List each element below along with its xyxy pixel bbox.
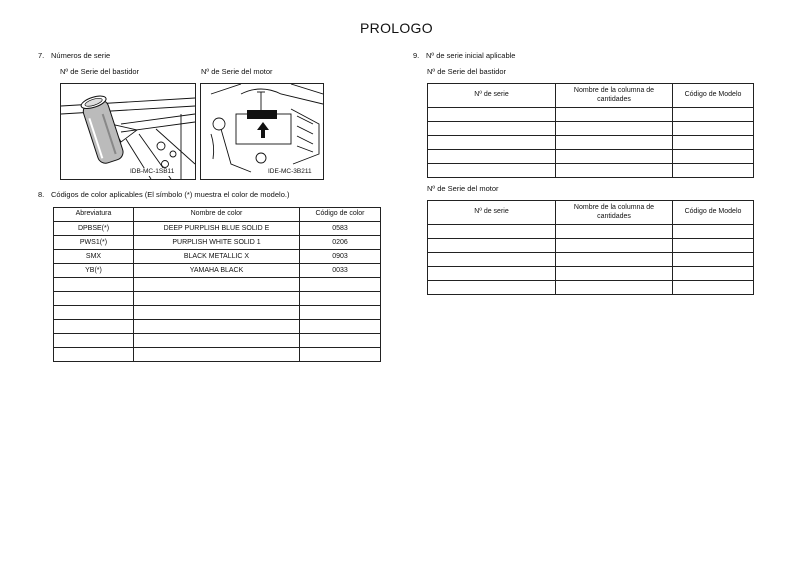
table-cell (556, 225, 673, 239)
table-cell (673, 267, 754, 281)
table-cell (428, 122, 556, 136)
header-quantity-column-name: Nombre de la columna de cantidades (556, 201, 673, 225)
table-row (428, 281, 754, 295)
table-row (428, 108, 754, 122)
section-8-title: Códigos de color aplicables (El símbolo (*) muestra el color de modelo.) (51, 190, 290, 199)
table-row (54, 236, 381, 250)
section-9-title: Nº de serie inicial aplicable (426, 51, 516, 60)
table-cell (556, 108, 673, 122)
frame-serial-table (427, 83, 754, 178)
table-row (54, 292, 381, 306)
table-cell (556, 267, 673, 281)
table-cell (300, 278, 381, 292)
table-cell (428, 267, 556, 281)
table-row (54, 306, 381, 320)
table-cell (556, 281, 673, 295)
table-cell (300, 320, 381, 334)
table-cell (428, 225, 556, 239)
table-cell (428, 253, 556, 267)
table-cell (428, 150, 556, 164)
table-row (428, 136, 754, 150)
table-cell (673, 239, 754, 253)
table-row (428, 164, 754, 178)
table-cell (300, 306, 381, 320)
table-cell (54, 334, 134, 348)
table-cell: SMX (54, 250, 134, 264)
engine-serial-table (427, 200, 754, 295)
table-header-row (54, 208, 381, 222)
table-row (54, 250, 381, 264)
table-cell: PWS1(*) (54, 236, 134, 250)
table-cell (673, 164, 754, 178)
table-cell: 0903 (300, 250, 381, 264)
header-abbreviation: Abreviatura (54, 208, 134, 222)
header-serial-number: Nº de serie (428, 84, 556, 108)
table-row (428, 239, 754, 253)
table-cell (54, 348, 134, 362)
table-row (428, 150, 754, 164)
frame-drawing (61, 84, 195, 179)
table-row (54, 264, 381, 278)
table-cell (428, 239, 556, 253)
color-codes-table (53, 207, 381, 362)
table-row (54, 348, 381, 362)
table-cell (428, 136, 556, 150)
table-cell: DPBSE(*) (54, 222, 134, 236)
table-cell (300, 292, 381, 306)
section-7-title: Números de serie (51, 51, 111, 60)
header-serial-number: Nº de serie (428, 201, 556, 225)
table-cell: YB(*) (54, 264, 134, 278)
header-color-name: Nombre de color (134, 208, 300, 222)
table-cell (673, 150, 754, 164)
table-row (54, 222, 381, 236)
table-cell (134, 334, 300, 348)
table-row (54, 320, 381, 334)
section-7-number: 7. (38, 51, 45, 60)
table-cell (556, 150, 673, 164)
table-cell (134, 306, 300, 320)
engine-start-serial-label: Nº de Serie del motor (427, 184, 499, 193)
table-cell (54, 292, 134, 306)
table-cell: DEEP PURPLISH BLUE SOLID E (134, 222, 300, 236)
table-header-row (428, 201, 754, 225)
table-cell (300, 334, 381, 348)
header-quantity-column-name: Nombre de la columna de cantidades (556, 84, 673, 108)
table-header-row (428, 84, 754, 108)
table-cell: YAMAHA BLACK (134, 264, 300, 278)
table-cell (300, 348, 381, 362)
table-cell (673, 122, 754, 136)
frame-serial-illustration (60, 83, 196, 180)
table-cell: PURPLISH WHITE SOLID 1 (134, 236, 300, 250)
table-cell (556, 253, 673, 267)
section-9-number: 9. (413, 51, 420, 60)
table-row (428, 267, 754, 281)
table-cell (134, 348, 300, 362)
table-row (428, 225, 754, 239)
table-cell: 0583 (300, 222, 381, 236)
engine-serial-label: Nº de Serie del motor (201, 67, 273, 76)
table-cell (134, 320, 300, 334)
frame-start-serial-label: Nº de Serie del bastidor (427, 67, 507, 76)
engine-figure-caption: IDE-MC-3B211 (268, 168, 312, 175)
page-title: PROLOGO (360, 20, 433, 36)
header-model-code: Código de Modelo (673, 84, 754, 108)
table-row (54, 278, 381, 292)
section-8-heading (38, 190, 289, 200)
engine-drawing (201, 84, 323, 179)
table-cell (428, 281, 556, 295)
table-cell (673, 225, 754, 239)
table-cell (673, 136, 754, 150)
table-cell (673, 281, 754, 295)
table-cell (556, 136, 673, 150)
table-row (428, 122, 754, 136)
table-cell (556, 239, 673, 253)
header-model-code: Código de Modelo (673, 201, 754, 225)
table-cell (134, 292, 300, 306)
table-cell (673, 108, 754, 122)
table-cell: BLACK METALLIC X (134, 250, 300, 264)
table-cell (556, 164, 673, 178)
table-row (428, 253, 754, 267)
table-cell (54, 306, 134, 320)
table-row (54, 334, 381, 348)
table-cell (54, 320, 134, 334)
table-cell (673, 253, 754, 267)
table-cell: 0206 (300, 236, 381, 250)
table-cell (428, 108, 556, 122)
section-8-number: 8. (38, 190, 45, 199)
table-cell (134, 278, 300, 292)
engine-serial-illustration (200, 83, 324, 180)
table-cell: 0033 (300, 264, 381, 278)
table-cell (54, 278, 134, 292)
frame-serial-label: Nº de Serie del bastidor (60, 67, 140, 76)
section-9-heading (413, 51, 515, 61)
frame-figure-caption: IDB-MC-1SB11 (130, 168, 175, 175)
section-7-heading (38, 51, 110, 61)
table-cell (428, 164, 556, 178)
header-color-code: Código de color (300, 208, 381, 222)
table-cell (556, 122, 673, 136)
